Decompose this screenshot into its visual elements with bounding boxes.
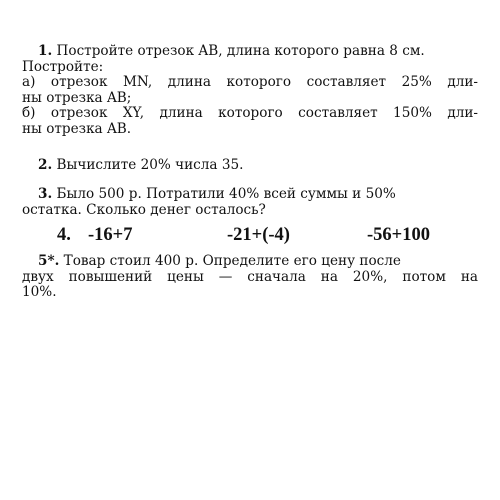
task-5 [22,254,478,301]
task-5-number: 5*. [38,253,60,269]
task-3 [22,187,478,218]
task-5-line-1: Товар стоил 400 р. Определите его цену после [63,253,401,269]
task-4-expression-2: -21+(-4) [227,225,290,245]
task-4-expression-1: -16+7 [88,225,133,245]
task-3-line-1: Было 500 р. Потратили 40% всей суммы и 50% [56,186,396,202]
task-1-text: Постройте отрезок AB, длина которого равна 8 см. [56,43,425,59]
task-1-number: 1. [38,43,53,59]
task-5-line-3: 10%. [22,284,57,301]
task-1-first-line [22,44,478,60]
task-5-line-2: двух повышений цены — сначала на 20%, потом на [22,268,478,285]
task-1b-line-2: ны отрезка AB. [22,120,132,137]
task-3-number: 3. [38,186,53,202]
task-1a-line-2: ны отрезка AB; [22,89,132,106]
task-3-line-2: остатка. Сколько денег осталось? [22,201,266,218]
task-1-subheading: Постройте: [22,58,104,75]
task-2 [22,158,478,174]
task-2-number: 2. [38,157,53,173]
task-4 [57,225,457,250]
task-1 [22,44,478,138]
task-1b-line-1: б) отрезок XY, длина которого составляет 150% дли- [22,105,478,122]
task-4-expression-3: -56+100 [367,225,430,245]
task-2-text: Вычислите 20% числа 35. [56,157,244,173]
task-4-number: 4. [57,225,71,245]
task-1a-line-1: а) отрезок MN, длина которого составляет 25% дли- [22,74,478,91]
